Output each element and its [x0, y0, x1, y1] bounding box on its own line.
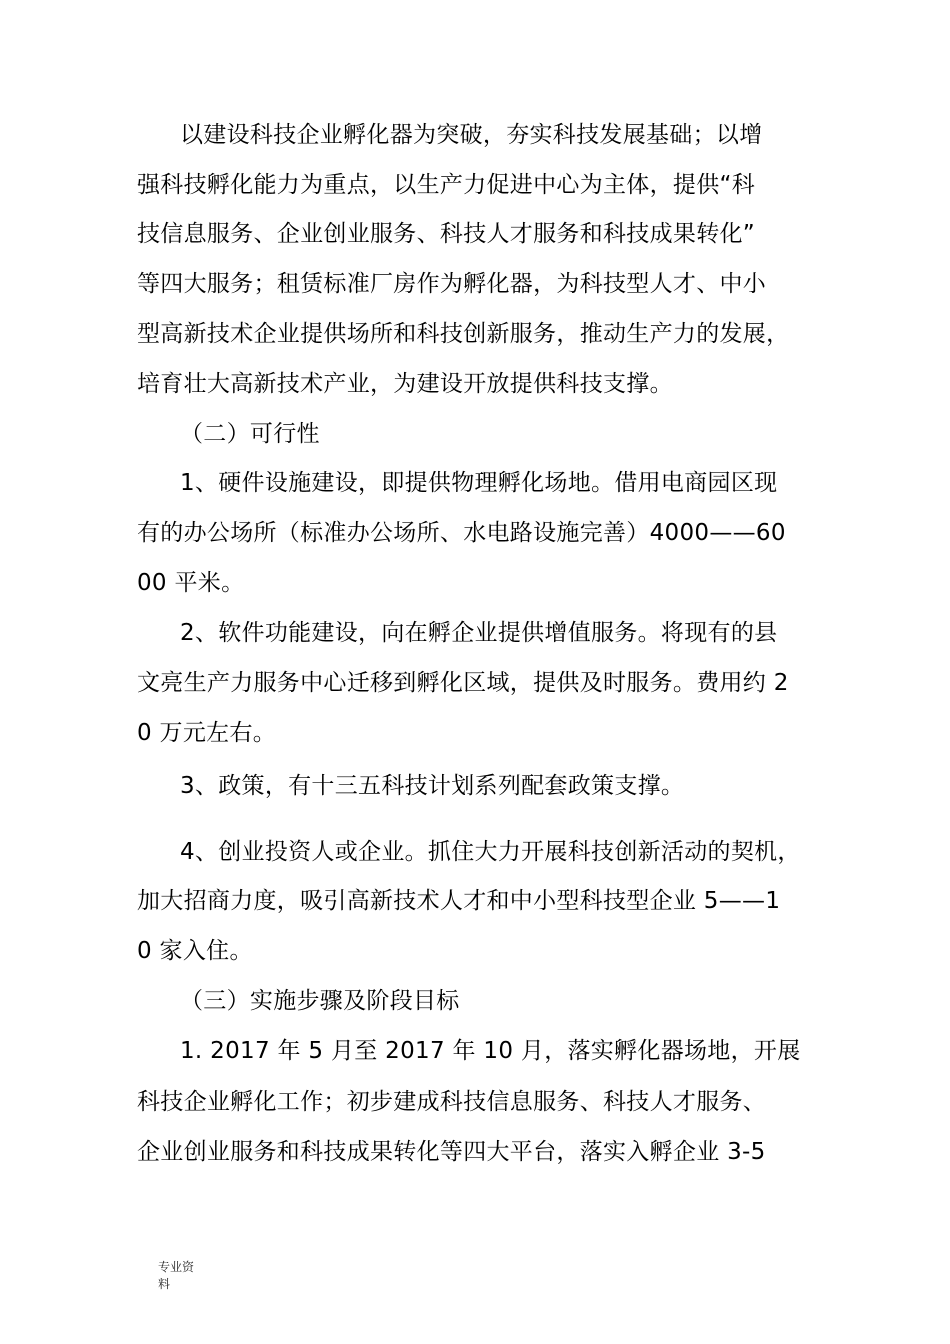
paragraph-line: 1、硬件设施建设，即提供物理孵化场地。借用电商园区现: [180, 470, 778, 496]
paragraph-line: 强科技孵化能力为重点，以生产力促进中心为主体，提供“科: [137, 172, 756, 198]
paragraph-line: 企业创业服务和科技成果转化等四大平台，落实入孵企业 3-5: [137, 1139, 766, 1165]
paragraph-line: 型高新技术企业提供场所和科技创新服务，推动生产力的发展，: [137, 321, 790, 347]
paragraph-line: 等四大服务；租赁标准厂房作为孵化器，为科技型人才、中小: [137, 271, 767, 297]
paragraph-line: 加大招商力度，吸引高新技术人才和中小型科技型企业 5——1: [137, 888, 781, 914]
paragraph-line: 00 平米。: [137, 570, 245, 596]
paragraph-line: 科技企业孵化工作；初步建成科技信息服务、科技人才服务、: [137, 1089, 767, 1115]
paragraph-line: 3、政策，有十三五科技计划系列配套政策支撑。: [180, 773, 685, 799]
paragraph-line: 0 万元左右。: [137, 720, 277, 746]
paragraph-line: 4、创业投资人或企业。抓住大力开展科技创新活动的契机，: [180, 839, 801, 865]
section-heading: （三）实施步骤及阶段目标: [180, 988, 460, 1014]
footer-label: 料: [158, 1277, 171, 1291]
paragraph-line: 技信息服务、企业创业服务、科技人才服务和科技成果转化”: [137, 221, 756, 247]
paragraph-line: 2、软件功能建设，向在孵企业提供增值服务。将现有的县: [180, 620, 778, 646]
footer-label: 专业资: [158, 1260, 195, 1274]
paragraph-line: 1. 2017 年 5 月至 2017 年 10 月，落实孵化器场地，开展: [180, 1038, 801, 1064]
paragraph-line: 0 家入住。: [137, 938, 253, 964]
paragraph-line: 有的办公场所（标准办公场所、水电路设施完善）4000——60: [137, 520, 786, 546]
paragraph-line: 文亮生产力服务中心迁移到孵化区域，提供及时服务。费用约 2: [137, 670, 789, 696]
paragraph-line: 培育壮大高新技术产业，为建设开放提供科技支撑。: [137, 371, 673, 397]
section-heading: （二）可行性: [180, 421, 320, 447]
paragraph-line: 以建设科技企业孵化器为突破，夯实科技发展基础；以增: [180, 122, 763, 148]
